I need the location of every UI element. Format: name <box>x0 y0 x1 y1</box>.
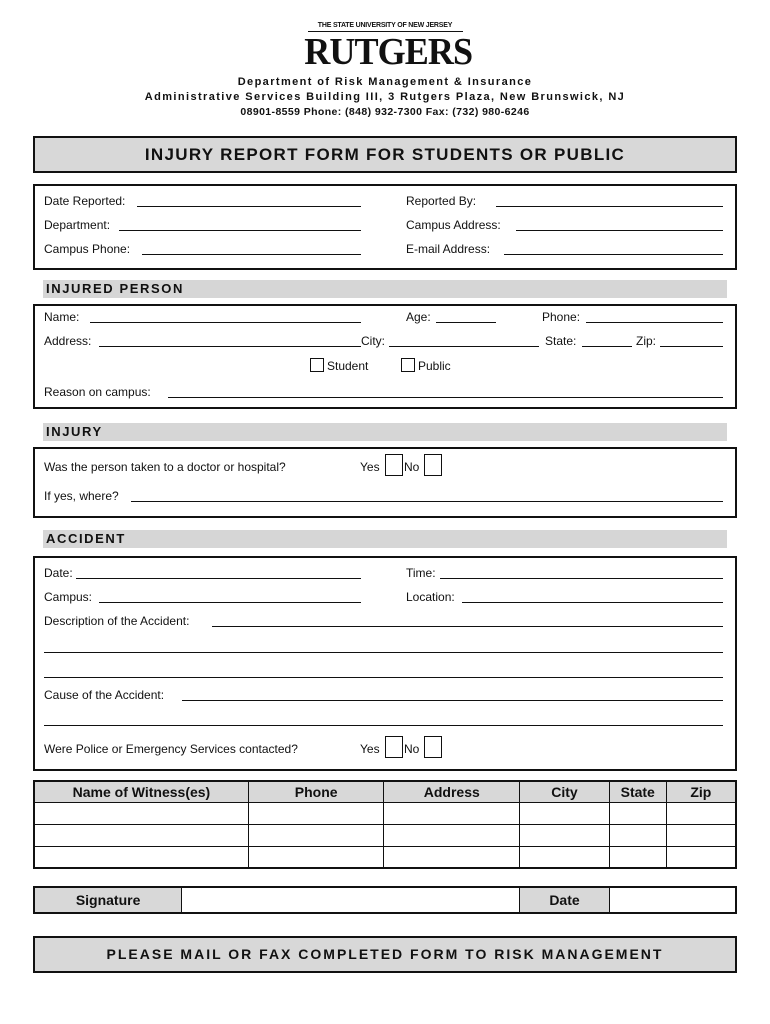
date-reported-field[interactable] <box>137 206 361 207</box>
where-field[interactable] <box>131 501 723 502</box>
rutgers-logo: RUTGERS <box>304 31 473 73</box>
city-field[interactable] <box>389 346 539 347</box>
accident-date-field[interactable] <box>76 578 361 579</box>
department-address: Administrative Services Building III, 3 Rutgers Plaza, New Brunswick, NJ <box>144 91 626 103</box>
witness-state-header: State <box>609 781 666 802</box>
witness-city-cell[interactable] <box>520 802 610 824</box>
accident-campus-field[interactable] <box>99 602 361 603</box>
signature-row <box>34 887 736 913</box>
public-checkbox[interactable] <box>401 358 415 372</box>
table-row <box>34 824 736 846</box>
state-label: State: <box>545 334 577 348</box>
accident-location-label: Location: <box>406 590 455 604</box>
police-no-label: No <box>404 742 420 756</box>
phone-field[interactable] <box>586 322 723 323</box>
witness-address-cell[interactable] <box>384 846 520 868</box>
hospital-question: Was the person taken to a doctor or hospital? <box>44 460 286 474</box>
witness-zip-cell[interactable] <box>666 846 736 868</box>
mail-fax-instruction: PLEASE MAIL OR FAX COMPLETED FORM TO RISK MANAGEMENT <box>33 936 737 973</box>
campus-phone-field[interactable] <box>142 254 361 255</box>
police-no-checkbox[interactable] <box>424 736 442 758</box>
address-field[interactable] <box>99 346 361 347</box>
student-label: Student <box>327 359 369 373</box>
witness-address-header: Address <box>384 781 520 802</box>
table-row <box>34 802 736 824</box>
department-name: Department of Risk Management & Insurance <box>237 76 533 88</box>
witness-city-cell[interactable] <box>520 846 610 868</box>
date-reported-label: Date Reported: <box>44 194 126 208</box>
police-yes-checkbox[interactable] <box>385 736 403 758</box>
witness-phone-header: Phone <box>248 781 384 802</box>
reason-label: Reason on campus: <box>44 385 151 399</box>
witness-address-cell[interactable] <box>384 824 520 846</box>
witness-city-header: City <box>520 781 610 802</box>
hospital-yes-label: Yes <box>360 460 380 474</box>
injured-person-heading: INJURED PERSON <box>43 280 727 298</box>
zip-field[interactable] <box>660 346 723 347</box>
department-contact: 08901-8559 Phone: (848) 932-7300 Fax: (732) 980-6246 <box>240 106 530 118</box>
cause-line[interactable] <box>44 725 723 726</box>
department-field[interactable] <box>119 230 361 231</box>
signature-field[interactable] <box>182 887 520 913</box>
cause-field[interactable] <box>182 700 723 701</box>
phone-label: Phone: <box>542 310 581 324</box>
name-field[interactable] <box>90 322 361 323</box>
witness-name-header: Name of Witness(es) <box>34 781 248 802</box>
campus-phone-label: Campus Phone: <box>44 242 131 256</box>
witness-phone-cell[interactable] <box>248 824 384 846</box>
address-label: Address: <box>44 334 92 348</box>
description-label: Description of the Accident: <box>44 614 190 628</box>
department-label: Department: <box>44 218 111 232</box>
witness-state-cell[interactable] <box>609 824 666 846</box>
witness-state-cell[interactable] <box>609 802 666 824</box>
cause-label: Cause of the Accident: <box>44 688 165 702</box>
accident-date-label: Date: <box>44 566 73 580</box>
campus-address-label: Campus Address: <box>406 218 501 232</box>
name-label: Name: <box>44 310 80 324</box>
description-line[interactable] <box>44 652 723 653</box>
witness-header-row <box>34 781 736 802</box>
signature-label: Signature <box>34 887 182 913</box>
signature-date-field[interactable] <box>609 887 736 913</box>
zip-label: Zip: <box>636 334 657 348</box>
age-field[interactable] <box>436 322 496 323</box>
email-field[interactable] <box>504 254 723 255</box>
witness-name-cell[interactable] <box>34 802 248 824</box>
witness-table <box>33 780 737 869</box>
logo-tagline: THE STATE UNIVERSITY OF NEW JERSEY <box>317 22 453 29</box>
accident-time-label: Time: <box>406 566 436 580</box>
student-checkbox[interactable] <box>310 358 324 372</box>
witness-phone-cell[interactable] <box>248 846 384 868</box>
table-row <box>34 846 736 868</box>
form-title: INJURY REPORT FORM FOR STUDENTS OR PUBLIC <box>33 136 737 173</box>
witness-name-cell[interactable] <box>34 824 248 846</box>
hospital-no-checkbox[interactable] <box>424 454 442 476</box>
reason-field[interactable] <box>168 397 723 398</box>
signature-date-label: Date <box>520 887 610 913</box>
witness-address-cell[interactable] <box>384 802 520 824</box>
state-field[interactable] <box>582 346 632 347</box>
hospital-no-label: No <box>404 460 420 474</box>
accident-location-field[interactable] <box>462 602 723 603</box>
accident-time-field[interactable] <box>440 578 723 579</box>
age-label: Age: <box>406 310 431 324</box>
reported-by-field[interactable] <box>496 206 723 207</box>
reported-by-label: Reported By: <box>406 194 477 208</box>
witness-name-cell[interactable] <box>34 846 248 868</box>
injury-heading: INJURY <box>43 423 727 441</box>
accident-campus-label: Campus: <box>44 590 93 604</box>
accident-heading: ACCIDENT <box>43 530 727 548</box>
email-label: E-mail Address: <box>406 242 491 256</box>
witness-zip-header: Zip <box>666 781 736 802</box>
public-label: Public <box>418 359 451 373</box>
police-yes-label: Yes <box>360 742 380 756</box>
reporter-section <box>33 184 737 270</box>
city-label: City: <box>361 334 385 348</box>
description-field[interactable] <box>212 626 723 627</box>
witness-city-cell[interactable] <box>520 824 610 846</box>
police-question: Were Police or Emergency Services contacted? <box>44 742 298 756</box>
description-line[interactable] <box>44 677 723 678</box>
campus-address-field[interactable] <box>516 230 723 231</box>
witness-zip-cell[interactable] <box>666 824 736 846</box>
witness-state-cell[interactable] <box>609 846 666 868</box>
hospital-yes-checkbox[interactable] <box>385 454 403 476</box>
witness-phone-cell[interactable] <box>248 802 384 824</box>
witness-zip-cell[interactable] <box>666 802 736 824</box>
where-label: If yes, where? <box>44 489 119 503</box>
signature-table <box>33 886 737 914</box>
